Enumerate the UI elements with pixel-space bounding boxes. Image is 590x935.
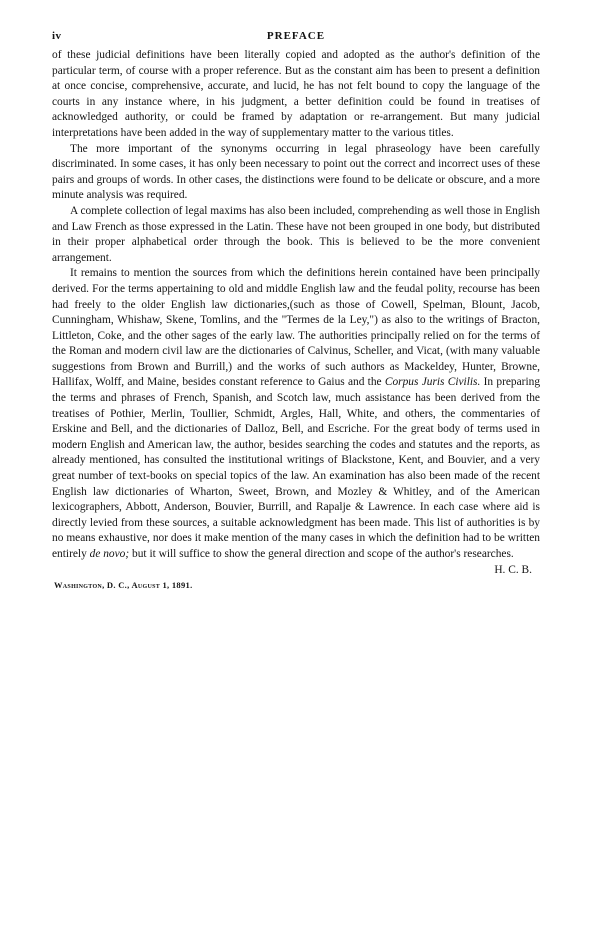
paragraph-sources [52,266,540,562]
paragraph-maxims: A complete collection of legal maxims has also been included, comprehending as well those in English and Law French as those expressed in the Latin. These have not been grouped in one body, but distributed in their proper alphabetical order through the book. This is believed to be the more convenient arrangement. [52,204,540,264]
corpus-juris-civilis-italic: Corpus Juris Civilis. [384,376,481,389]
author-initials: H. C. B. [494,563,532,576]
page-number: iv [52,30,62,42]
sources-text-part-2: In preparing the terms and phrases of French, Spanish, and Scotch law, much assistance has been derived from the treatises of Pothier, Merlin, Toullier, Schmidt, Argles, Hall, White, and others, the commentaries of Erskine and Bell, and the dictionaries of Dalloz, Bell, and Escriche. For the great body of terms used in modern English and American law, the author, besides searching the codes and statutes and the reports, as already mentioned, has consulted the institutional writings of Blackstone, Kent, and Bouvier, and a very great number of text-books on special topics of the law. An examination has also been made of the recent English law dictionaries of Wharton, Sweet, Brown, and Mozley & Whitley, and of the American lexicographers, Abbott, Anderson, Bouvier, Burrill, and Rapalje & Lawrence. In each case where aid is directly levied from these sources, a suitable acknowledgment has been made. This list of authorities is by no means exhaustive, nor does it make mention of the many cases in which the definition had to be written entirely [52,376,541,560]
sources-text-part-1: It remains to mention the sources from which the definitions herein contained have been principally derived. For the terms appertaining to old and middle English law and the feudal polity, recourse has been had freely to the older English law dictionaries,(such as those of Cowell, Spelman, Blount, Jacob, Cunningham, Whishaw, Skene, Tomlins, and the "Termes de la Ley,") as also to the writings of Bracton, Littleton, Coke, and the other sages of the early law. The authorities principally relied on for the terms of the Roman and modern civil law are the dictionaries of Calvinus, Scheller, and Vicat, (with many valuable suggestions from Brown and Burrill,) and the works of such authors as Mackeldey, Hunter, Browne, Hallifax, Wolff, and Maine, besides constant reference to Gaius and the [52,267,540,389]
sources-text-part-3: but it will suffice to show the general direction and scope of the author's researches. [129,548,514,560]
preface-body [52,48,540,563]
page-header [52,30,540,48]
paragraph-synonyms: The more important of the synonyms occurring in legal phraseology have been carefully discriminated. In some cases, it has only been necessary to point out the correct and incorrect uses of these pairs and groups of words. In other cases, the distinctions were found to be delicate or obscure, and a more minute analysis was required. [52,142,540,202]
running-title: PREFACE [266,30,326,42]
paragraph-definitions: of these judicial definitions have been literally copied and adopted as the author's definition of the particular term, of course with a proper reference. But as the constant aim has been to present a definition at once concise, comprehensive, accurate, and lucid, he has not felt bound to copy the language of the courts in any instance where, in his judgment, a better definition could be found in treatises of acknowledged authority, or could be framed by adaptation or re-arrangement. But many judicial interpretations have been added in the way of supplementary matter to the various titles. [52,49,540,139]
dateline: Washington, D. C., August 1, 1891. [54,580,193,591]
de-novo-italic: de novo; [89,548,130,560]
document-page [52,30,540,592]
